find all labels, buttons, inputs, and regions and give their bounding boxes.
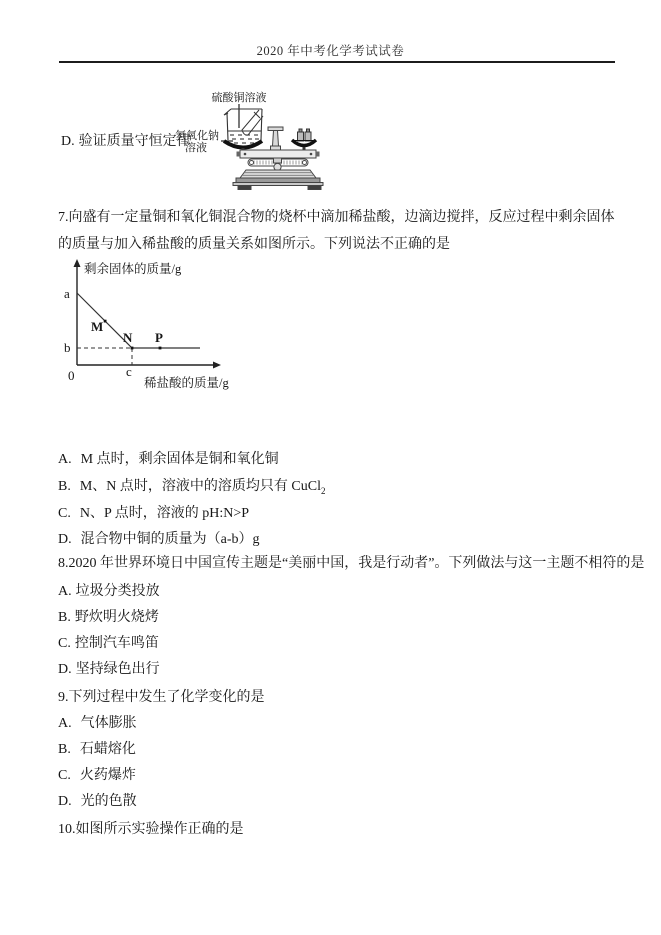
q7-option-b xyxy=(58,479,325,499)
q9-option-a-text: 气体膨胀 xyxy=(80,716,137,731)
q8-option-c-label: C. xyxy=(58,636,71,651)
q9-option-a-label: A. xyxy=(58,716,72,731)
balance-pillar xyxy=(268,127,283,150)
q7-option-c xyxy=(58,506,249,522)
y-axis-arrow xyxy=(74,259,81,267)
point-M xyxy=(104,320,107,323)
q7-option-d-label: D. xyxy=(58,532,72,547)
label-P: P xyxy=(155,330,163,345)
q8-option-c xyxy=(58,636,159,652)
tick-b: b xyxy=(64,340,71,355)
question7-stem: 7.向盛有一定量铜和氧化铜混合物的烧杯中滴加稀盐酸，边滴边搅拌，反应过程中剩余固体的质量与加入稀盐酸的质量关系如图所示。下列说法不正确的是 xyxy=(58,210,615,252)
balance-base xyxy=(233,170,323,190)
label-M: M xyxy=(91,319,104,334)
q7-option-c-label: C. xyxy=(58,506,71,521)
q7-option-b-text: M、N 点时，溶液中的溶质均只有 CuCl xyxy=(79,479,321,494)
q9-option-a xyxy=(58,716,137,732)
q8-option-a-text: 垃圾分类投放 xyxy=(75,584,160,599)
q9-option-b xyxy=(58,742,136,758)
q9-option-d-text: 光的色散 xyxy=(80,794,137,809)
q8-option-c-text: 控制汽车鸣笛 xyxy=(74,636,159,651)
q9-option-c-text: 火药爆炸 xyxy=(79,768,136,783)
label-N: N xyxy=(123,330,133,345)
q7-option-a-label: A. xyxy=(58,452,72,467)
mass-conservation-option-text: 验证质量守恒定律 xyxy=(78,134,191,149)
q8-option-d xyxy=(58,662,160,678)
graph-axes xyxy=(77,265,216,365)
naoh-solution-label-line1: 氢氧化钠 xyxy=(175,130,219,142)
q9-option-b-label: B. xyxy=(58,742,71,757)
x-axis-arrow xyxy=(213,362,221,369)
weights xyxy=(298,129,312,141)
page-title: 2020 年中考化学考试试卷 xyxy=(256,44,405,58)
q9-option-c-label: C. xyxy=(58,768,71,783)
cuso4-solution-label: 硫酸铜溶液 xyxy=(211,92,267,104)
q9-option-d-label: D. xyxy=(58,794,72,809)
q7-option-b-subscript: 2 xyxy=(320,485,326,496)
q7-option-c-text: N、P 点时，溶液的 pH:N>P xyxy=(79,506,250,521)
question9-stem: 9.下列过程中发生了化学变化的是 xyxy=(58,690,265,705)
header-divider xyxy=(59,61,615,63)
q7-option-a xyxy=(58,452,279,468)
balance-scale-figure xyxy=(158,84,394,196)
tick-a: a xyxy=(64,286,70,301)
q9-option-d xyxy=(58,794,137,810)
q8-option-a xyxy=(58,584,160,600)
q8-option-b xyxy=(58,610,159,626)
left-pan xyxy=(224,141,262,148)
beam-frame xyxy=(237,150,320,158)
q7-graph xyxy=(60,258,310,413)
tick-0: 0 xyxy=(68,368,75,383)
y-axis-title: 剩余固体的质量/g xyxy=(84,262,182,276)
q8-option-d-text: 坚持绿色出行 xyxy=(75,662,160,677)
q8-option-b-text: 野炊明火烧烤 xyxy=(74,610,159,625)
q8-option-a-label: A. xyxy=(58,584,72,599)
q9-option-b-text: 石蜡熔化 xyxy=(79,742,136,757)
q7-option-d xyxy=(58,532,260,548)
adjustment-knob xyxy=(274,158,282,171)
graph-dashed-lines xyxy=(77,348,132,365)
x-axis-title: 稀盐酸的质量/g xyxy=(144,376,229,390)
point-P xyxy=(159,347,162,350)
mass-conservation-option-label: D. xyxy=(61,134,75,149)
q7-option-a-text: M 点时，剩余固体是铜和氧化铜 xyxy=(80,452,279,467)
question8-stem: 8.2020 年世界环境日中国宣传主题是“美丽中国，我是行动者”。下列做法与这一主题不相符的是 xyxy=(58,556,645,571)
tick-c: c xyxy=(126,364,132,379)
q7-option-b-label: B. xyxy=(58,479,71,494)
q7-option-d-text: 混合物中铜的质量为（a-b）g xyxy=(80,532,260,547)
question10-stem: 10.如图所示实验操作正确的是 xyxy=(58,822,244,837)
q9-option-c xyxy=(58,768,136,784)
q8-option-d-label: D. xyxy=(58,662,72,677)
naoh-solution-label-line2: 溶液 xyxy=(185,142,207,154)
point-N xyxy=(131,347,134,350)
q8-option-b-label: B. xyxy=(58,610,71,625)
